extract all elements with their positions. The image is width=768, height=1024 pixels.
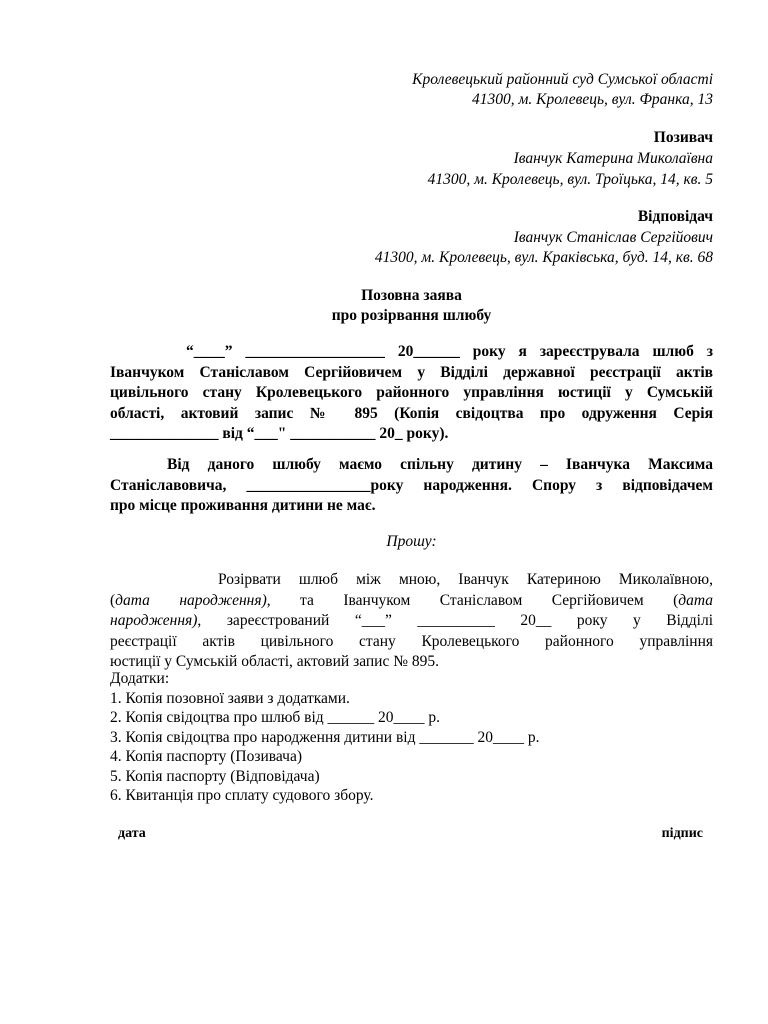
birth-date-placeholder: дата народження)	[115, 591, 267, 609]
defendant-heading: Відповідач	[637, 208, 713, 225]
court-address: 41300, м. Кролевець, вул. Франка, 13	[472, 91, 713, 108]
court-name: Кролевецький районний суд Сумської області	[412, 71, 713, 88]
paragraph-line: “____” __________________ 20______ року я зареєструвала шлюб з	[186, 343, 713, 360]
attachment-item: 2. Копія свідоцтва про шлюб від ______ 20____ р.	[110, 709, 440, 726]
attachments-list	[110, 669, 540, 806]
paragraph-line: Від даного шлюбу маємо спільну дитину – Іванчука Максима	[167, 456, 713, 473]
defendant-address: 41300, м. Кролевець, вул. Краківська, буд. 14, кв. 68	[374, 249, 713, 266]
request-paragraph	[110, 570, 713, 673]
document-title: Позовна заява	[361, 287, 462, 304]
paragraph-line: юстиції у Сумській області, актовий запис № 895.	[110, 653, 440, 670]
paragraph-line	[110, 476, 713, 497]
paragraph-line-part: (	[110, 591, 116, 609]
paragraph-line: цивільного стану Кролевецького районного управління юстиції у Сумській	[110, 384, 713, 401]
paragraph-line	[110, 611, 713, 632]
paragraph-line: реєстрації актів цивільного стану Кролевецького районного управління	[110, 632, 713, 650]
paragraph-line: про місце проживання дитини не має.	[110, 497, 376, 514]
paragraph-line-part: Станіславовича, ________________	[110, 476, 371, 494]
marriage-paragraph	[110, 342, 713, 445]
signature-label: підпис	[661, 826, 703, 841]
document-subtitle: про розірвання шлюбу	[331, 307, 492, 324]
paragraph-line: Іванчуком Станіславом Сергійовичем у Відділі державної реєстрації актів	[110, 363, 713, 381]
paragraph-line-part: , зареєстрований “___” __________ 20__ року у Відділі	[197, 612, 713, 629]
attachment-item: 6. Квитанція про сплату судового збору.	[110, 787, 374, 804]
defendant-name: Іванчук Станіслав Сергійович	[513, 229, 713, 246]
paragraph-line: ______________ від “___" ___________ 20_ року).	[110, 425, 449, 442]
attachment-item: 1. Копія позовної заяви з додатками.	[110, 689, 350, 707]
plaintiff-name: Іванчук Катерина Миколаївна	[513, 150, 713, 167]
plaintiff-heading: Позивач	[653, 129, 713, 146]
birth-date-placeholder: дата	[678, 591, 713, 609]
attachment-item: 5. Копія паспорту (Відповідача)	[110, 767, 320, 785]
paragraph-line: області, актовий запис № 895 (Копія свідоцтва про одруження Серія	[110, 404, 713, 422]
paragraph-line	[110, 591, 713, 612]
attachment-item: 4. Копія паспорту (Позивача)	[110, 748, 302, 765]
date-label: дата	[118, 826, 146, 841]
paragraph-line-part: , та Іванчуком Станіславом Сергійовичем (	[266, 591, 679, 609]
child-paragraph	[110, 455, 713, 517]
paragraph-line: Розірвати шлюб між мною, Іванчук Катериною Миколаївною,	[218, 571, 713, 588]
plaintiff-address: 41300, м. Кролевець, вул. Троїцька, 14, кв. 5	[427, 171, 713, 188]
attachment-item: 3. Копія свідоцтва про народження дитини від _______ 20____ р.	[110, 728, 540, 746]
document-page	[110, 0, 713, 1024]
paragraph-line-part: року народження. Спору з відповідачем	[370, 476, 713, 494]
birth-date-placeholder: народження)	[110, 612, 198, 629]
attachments-heading: Додатки:	[110, 670, 170, 687]
request-heading: Прошу:	[386, 533, 437, 550]
